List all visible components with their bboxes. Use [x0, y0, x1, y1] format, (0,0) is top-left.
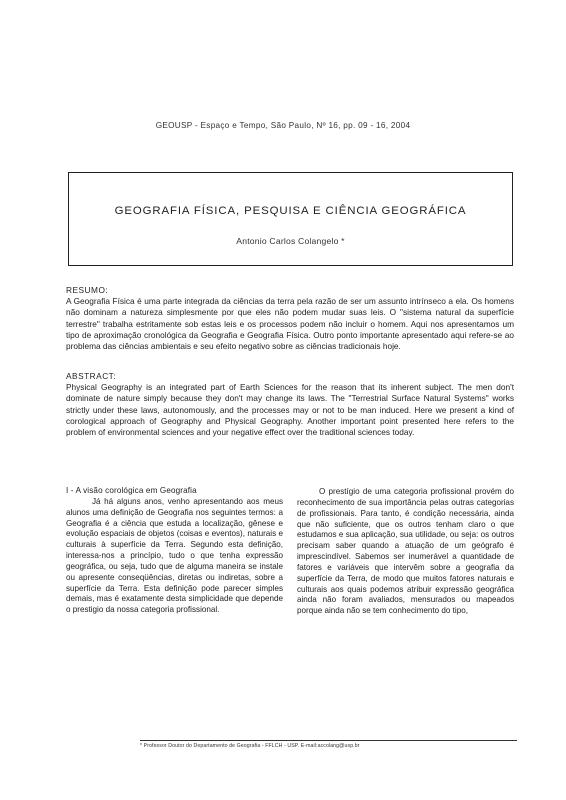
article-title: GEOGRAFIA FÍSICA, PESQUISA E CIÊNCIA GEOGRÁFICA	[114, 205, 467, 217]
article-author: Antonio Carlos Colangelo *	[236, 236, 345, 246]
right-column-paragraph: O prestígio de uma categoria profissional provém do reconhecimento de sua importância pelas outras categorias de profissionais. Para tanto, é condição necessária, ainda que não suficiente, que os outros tenham claro o que estudamos e sua aplicação, sua utilidade, ou seja: os outros precisam saber quando a atuação de um geógrafo é imprescindível. Sabemos ser inumerável a quantidade de fatores e variáveis que intervêm sobre a geografia da superfície da Terra, de modo que muitos fatores naturais e culturais aos quais podemos atribuir expressão geográfica ainda não foram avaliados, mensurados ou mapeados porque ainda não se tem conhecimento do tipo,	[297, 487, 514, 616]
resumo-section	[66, 285, 514, 352]
footnote-rule	[140, 740, 517, 741]
abstract-label: ABSTRACT:	[66, 371, 117, 381]
journal-header: GEOUSP - Espaço e Tempo, São Paulo, Nº 16, pp. 09 - 16, 2004	[155, 121, 411, 130]
resumo-label: RESUMO:	[66, 285, 109, 295]
abstract-section	[66, 371, 514, 438]
left-column-paragraph: Já há alguns anos, venho apresentando aos meus alunos uma definição de Geografia nos seguintes termos: a Geografia é a ciência que estuda a localização, gênese e evolução espaciais de objetos (coisas e eventos), naturais e culturais à superfície da Terra. Segundo esta definição, interessa-nos a princípio, tudo o que tenha expressão geográfica, ou seja, tudo que de alguma maneira se instale ou apresente conseqüências, diretas ou indiretas, sobre a superfície da Terra. Esta definição pode parecer simples demais, mas é exatamente desta simplicidade que depende o prestigio da nossa categoria profissional.	[66, 496, 283, 615]
right-column	[297, 487, 514, 617]
resumo-body: A Geografia Física é uma parte integrada da ciências da terra pela razão de ser um assunto intrínseco a ela. Os homens não dominam a natureza simplesmente por que eles não podem mudar suas leis. O "sistema natural da superfície terrestre" trabalha estritamente sob estas leis e os processos podem não incluir o homem. Aqui nos apresentamos um tipo de aproximação cronológica da Geografia e Geografia Física. Outro ponto importante apresentado aqui refere-se ao problema das ciências ambientais e seu efeito negativo sobre as ciências tradicionais hoje.	[66, 296, 514, 352]
footnote: * Professor Doutor do Departamento de Geografia - FFLCH - USP. E-mail:accolang@usp.br	[140, 743, 360, 749]
section-heading: I - A visão corológica em Geografia	[66, 486, 197, 495]
abstract-body: Physical Geography is an integrated part of Earth Sciences for the reason that its inherent subject. The men don't dominate de nature simply because they don't may change its laws. The "Terrestrial Surface Natural Systems" works strictly under these laws, autonomously, and the processes may or not to be man induced. Here we present a kind of corological approach of Geography and Physical Geography. Another important point presented here refers to the problem of environmental sciences and your negative effect over the traditional sciences today.	[66, 382, 514, 438]
title-box	[68, 172, 513, 266]
left-column	[66, 486, 283, 616]
